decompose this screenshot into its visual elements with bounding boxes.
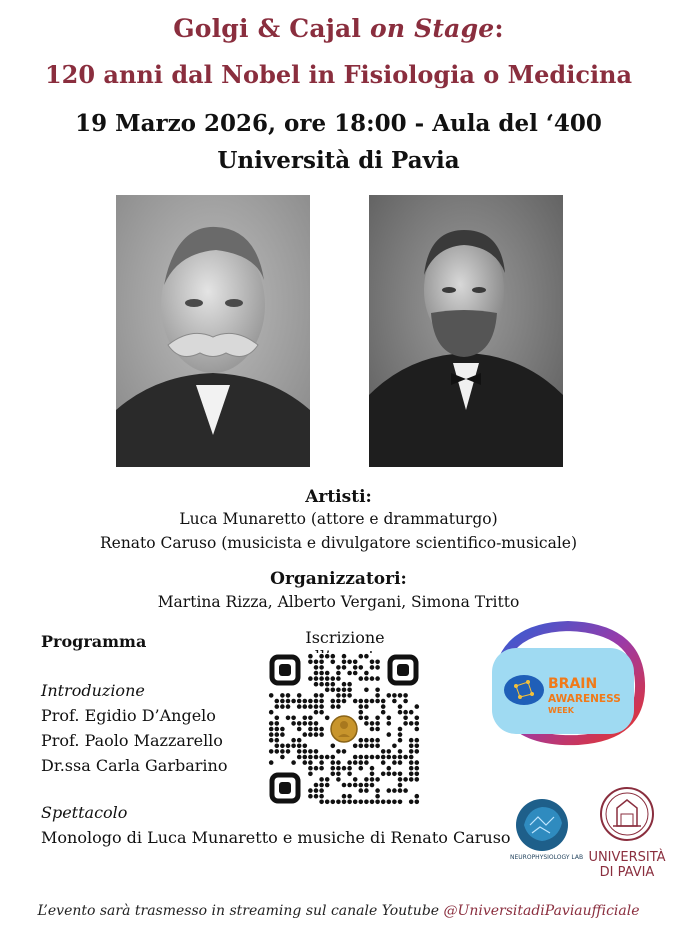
youtube-channel-link[interactable]: @UniversitadiPaviaufficiale xyxy=(443,903,640,919)
artist-line: Luca Munaretto (attore e drammaturgo) xyxy=(179,510,498,528)
program-heading: Programma xyxy=(41,632,147,651)
artist-line: Renato Caruso (musicista e divulgatore scientifico-musicale) xyxy=(99,534,577,552)
svg-text:BRAIN: BRAIN xyxy=(548,676,598,692)
show-label: Spettacolo xyxy=(41,803,128,822)
event-title: Golgi & Cajal on Stage: xyxy=(173,14,504,43)
brain-awareness-week-logo xyxy=(488,618,650,748)
organizers-heading: Organizzatori: xyxy=(270,569,407,589)
registration-qr-code[interactable] xyxy=(268,653,420,805)
intro-speaker: Prof. Paolo Mazzarello xyxy=(41,731,223,750)
show-text: Monologo di Luca Munaretto e musiche di Renato Caruso xyxy=(41,828,511,847)
intro-speaker: Dr.ssa Carla Garbarino xyxy=(41,756,228,775)
universita-di-pavia-logo xyxy=(587,786,667,886)
cajal-portrait xyxy=(369,195,563,467)
unipv-line2: DI PAVIA xyxy=(599,865,655,880)
artists-heading: Artisti: xyxy=(305,487,372,507)
svg-text:NEUROPHYSIOLOGY LAB: NEUROPHYSIOLOGY LAB xyxy=(510,854,584,861)
unipv-line1: UNIVERSITÀ xyxy=(588,850,666,865)
event-date-line: 19 Marzo 2026, ore 18:00 - Aula del ‘400 xyxy=(75,110,602,137)
registration-label: Iscrizione xyxy=(305,628,385,647)
event-subtitle: 120 anni dal Nobel in Fisiologia o Medicina xyxy=(44,60,633,89)
qr-code-graphic xyxy=(268,653,420,805)
brain-icon xyxy=(504,675,544,705)
svg-text:AWARENESS: AWARENESS xyxy=(548,693,621,705)
event-venue: Università di Pavia xyxy=(217,147,460,174)
golgi-portrait xyxy=(116,195,310,467)
intro-speaker: Prof. Egidio D’Angelo xyxy=(41,706,216,725)
neurophysiology-lab-logo xyxy=(510,795,588,863)
event-title-italic: on Stage xyxy=(370,14,495,43)
organizers-names: Martina Rizza, Alberto Vergani, Simona Tritto xyxy=(157,593,520,611)
footer-note: L’evento sarà trasmesso in streaming sul canale Youtube @UniversitadiPaviaufficiale xyxy=(37,903,640,919)
svg-text:WEEK: WEEK xyxy=(548,706,574,715)
intro-label: Introduzione xyxy=(41,681,145,700)
